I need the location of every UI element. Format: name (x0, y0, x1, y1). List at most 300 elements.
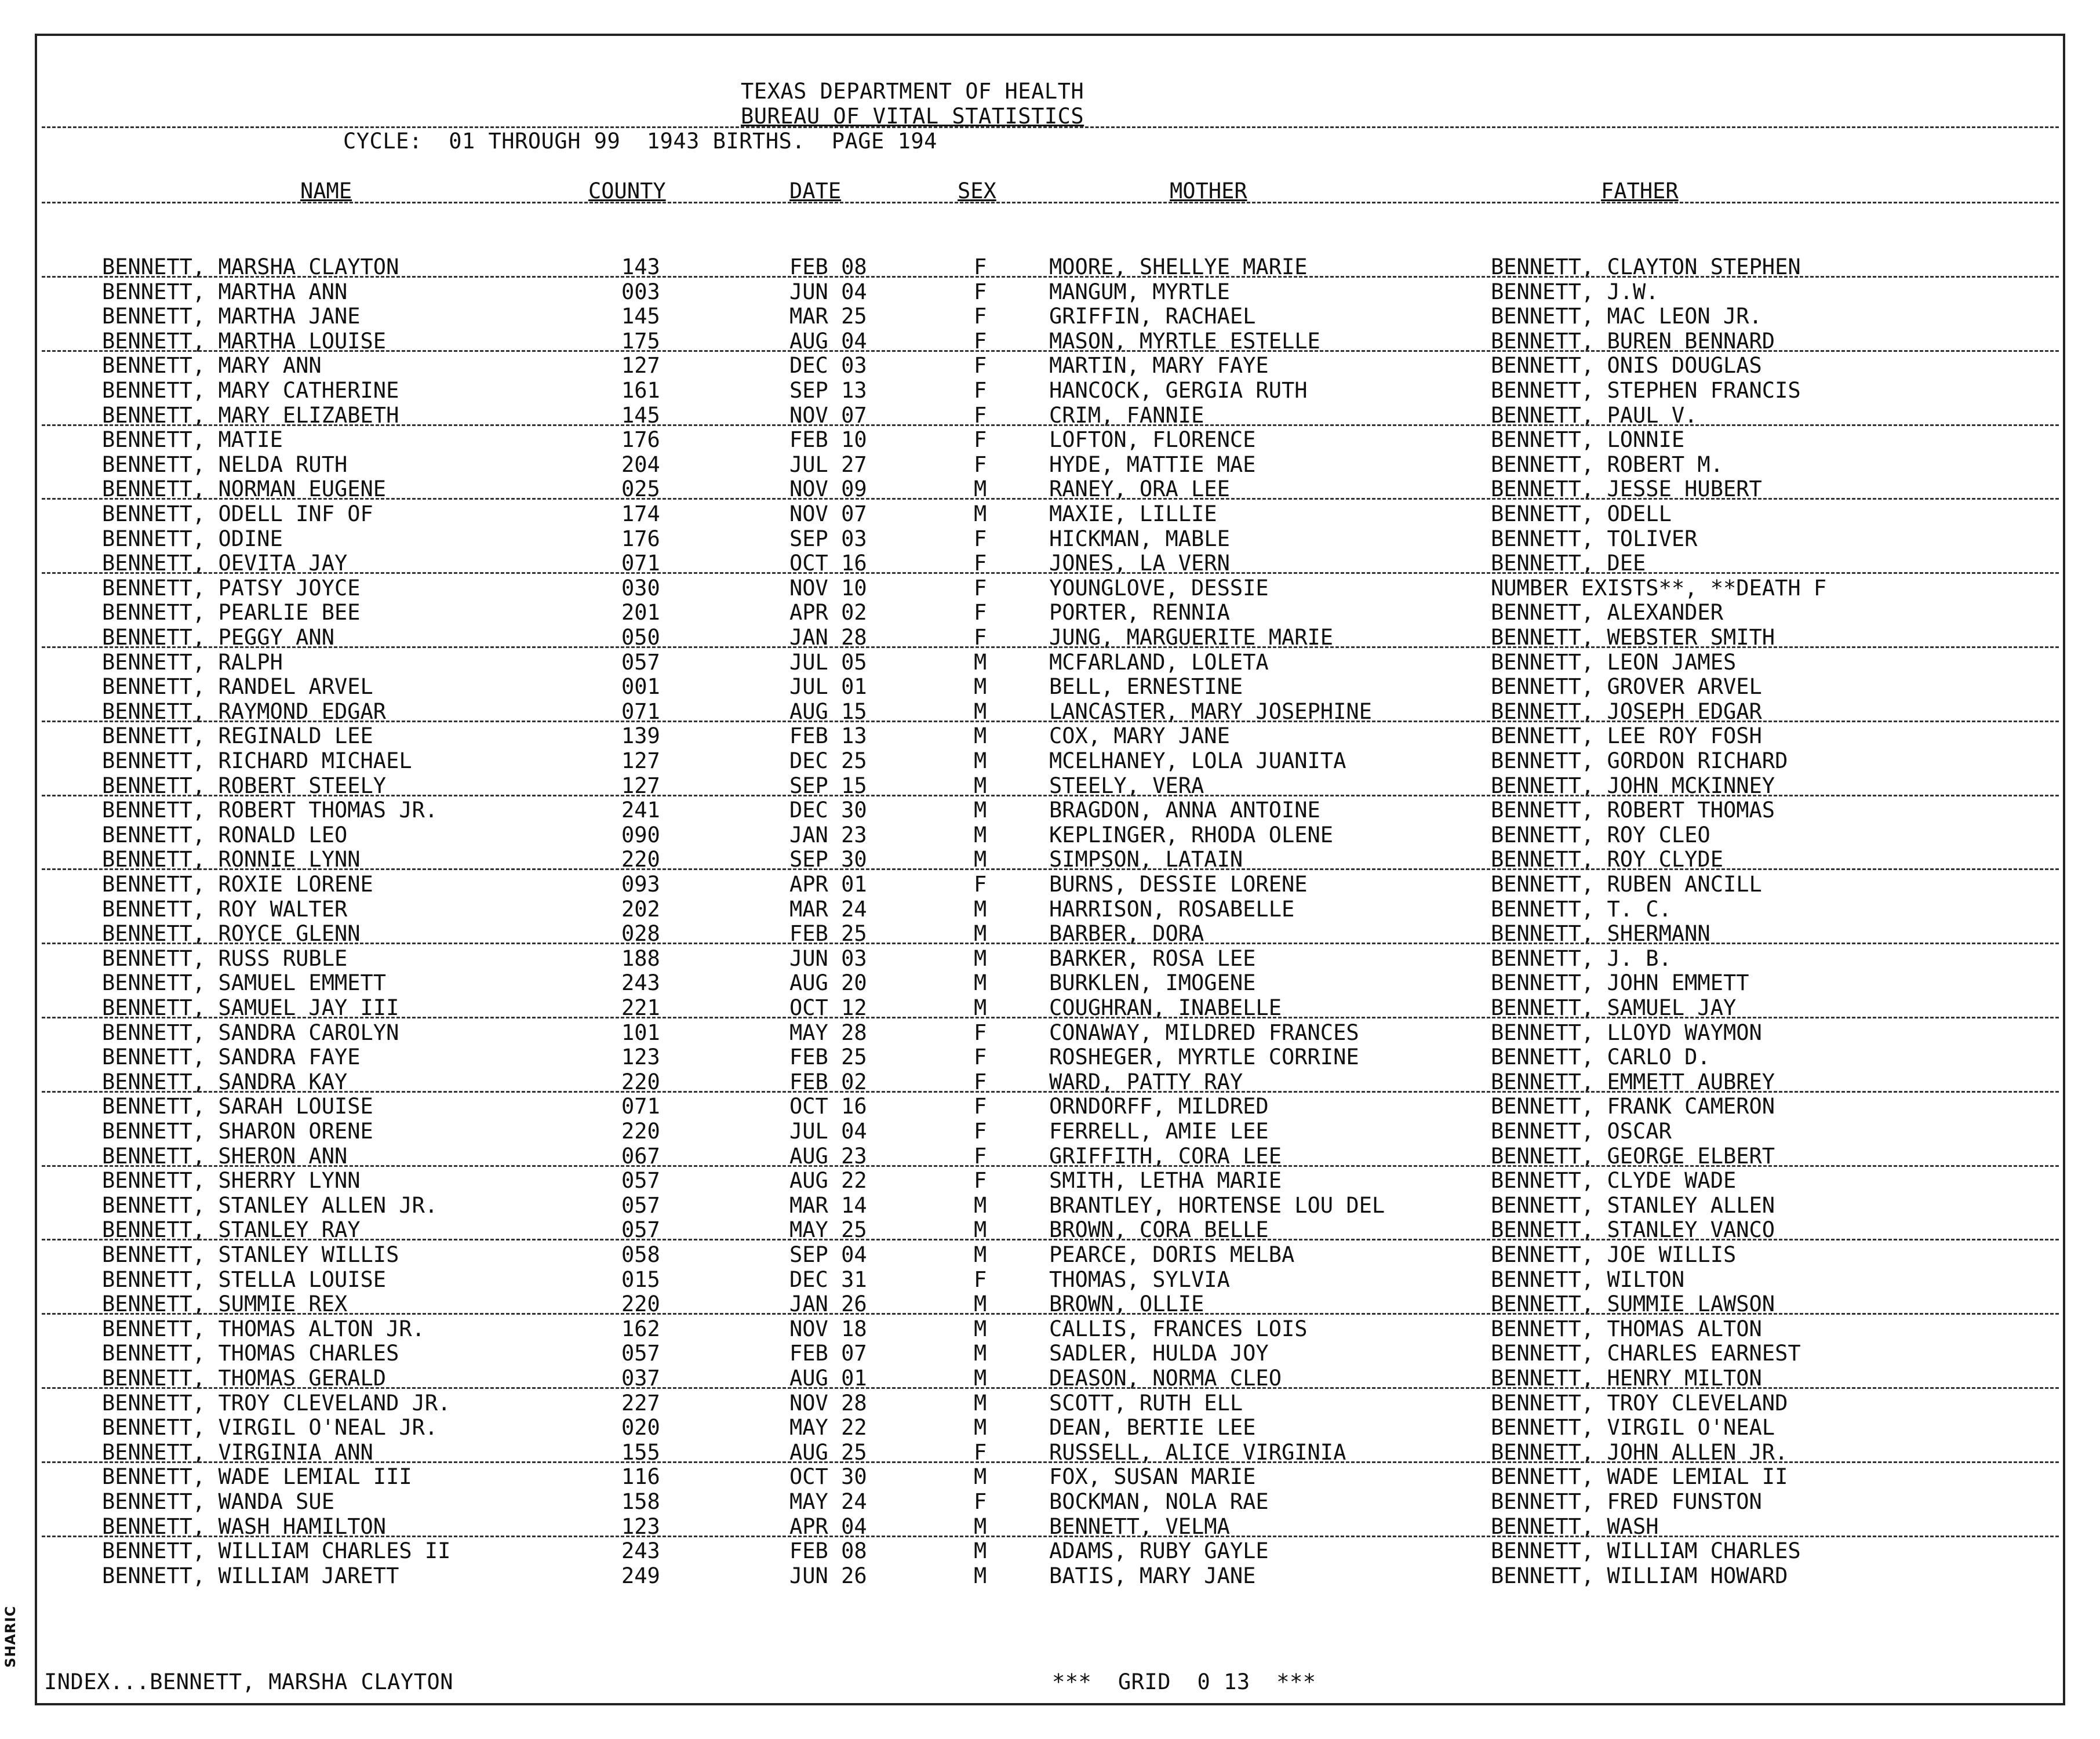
row-group-rule (42, 424, 2059, 426)
table-row (0, 1169, 2100, 1193)
cell-county: 155 (621, 1439, 660, 1465)
column-header-mother: MOTHER (1170, 179, 1247, 203)
cell-sex: F (974, 1045, 987, 1070)
cell-mother: HYDE, MATTIE MAE (1049, 452, 1256, 477)
cell-father: BENNETT, SAMUEL JAY (1491, 995, 1737, 1020)
row-group-rule (42, 1461, 2059, 1463)
cell-sex: F (974, 1020, 987, 1045)
cell-date: JAN 23 (789, 822, 867, 847)
row-group-rule (42, 1091, 2059, 1093)
cell-name: BENNETT, STANLEY ALLEN JR. (102, 1192, 438, 1218)
cell-county: 067 (621, 1143, 660, 1169)
footer-index: INDEX...BENNETT, MARSHA CLAYTON (44, 1669, 454, 1694)
cell-mother: GRIFFIN, RACHAEL (1049, 304, 1256, 329)
cell-name: BENNETT, THOMAS GERALD (102, 1366, 387, 1391)
table-row (0, 1045, 2100, 1069)
cell-father: BENNETT, WILLIAM CHARLES (1491, 1538, 1801, 1564)
cell-county: 145 (621, 304, 660, 329)
cell-mother: SIMPSON, LATAIN (1049, 847, 1243, 872)
cell-name: BENNETT, VIRGIL O'NEAL JR. (102, 1415, 438, 1440)
cell-name: BENNETT, RONNIE LYNN (102, 847, 361, 872)
cell-name: BENNETT, ROY WALTER (102, 896, 348, 922)
cell-sex: F (974, 378, 987, 403)
cell-name: BENNETT, PEGGY ANN (102, 625, 334, 650)
cell-father: BENNETT, LONNIE (1491, 427, 1685, 453)
cell-sex: M (974, 773, 987, 798)
cell-sex: F (974, 1143, 987, 1169)
cell-sex: M (974, 798, 987, 823)
cell-sex: F (974, 1119, 987, 1144)
table-row (0, 798, 2100, 823)
cell-sex: F (974, 452, 987, 477)
cell-name: BENNETT, MARTHA LOUISE (102, 328, 387, 354)
cell-county: 220 (621, 847, 660, 872)
cell-date: OCT 12 (789, 995, 867, 1020)
cell-date: MAY 22 (789, 1415, 867, 1440)
table-row (0, 1268, 2100, 1292)
cell-name: BENNETT, MATIE (102, 427, 283, 453)
cell-father: BENNETT, STANLEY VANCO (1491, 1217, 1775, 1243)
cell-sex: M (974, 476, 987, 502)
cycle-line: CYCLE: 01 THROUGH 99 1943 BIRTHS. PAGE 194 (343, 129, 937, 154)
table-row (0, 1021, 2100, 1045)
cell-sex: M (974, 1192, 987, 1218)
cell-mother: BOCKMAN, NOLA RAE (1049, 1489, 1269, 1514)
cell-sex: M (974, 1291, 987, 1317)
cell-father: BENNETT, THOMAS ALTON (1491, 1316, 1762, 1341)
cell-sex: F (974, 551, 987, 576)
cell-date: NOV 10 (789, 575, 867, 601)
cell-mother: YOUNGLOVE, DESSIE (1049, 575, 1269, 601)
cell-father: BENNETT, CHARLES EARNEST (1491, 1341, 1801, 1366)
cell-name: BENNETT, VIRGINIA ANN (102, 1439, 373, 1465)
table-row (0, 1119, 2100, 1144)
table-row (0, 453, 2100, 477)
table-row (0, 1243, 2100, 1267)
cell-mother: BENNETT, VELMA (1049, 1514, 1230, 1539)
row-group-rule (42, 721, 2059, 722)
cell-date: MAR 14 (789, 1192, 867, 1218)
cell-county: 202 (621, 896, 660, 922)
cell-mother: CONAWAY, MILDRED FRANCES (1049, 1020, 1359, 1045)
row-group-rule (42, 1165, 2059, 1167)
cell-date: FEB 25 (789, 1045, 867, 1070)
table-row (0, 650, 2100, 675)
cell-father: BENNETT, WEBSTER SMITH (1491, 625, 1775, 650)
cell-father: BENNETT, ONIS DOUGLAS (1491, 353, 1762, 379)
cell-father: BENNETT, WILLIAM HOWARD (1491, 1563, 1788, 1588)
cell-name: BENNETT, SHARON ORENE (102, 1119, 373, 1144)
table-row (0, 280, 2100, 304)
table-row (0, 1490, 2100, 1514)
cell-date: NOV 09 (789, 476, 867, 502)
cell-date: DEC 30 (789, 798, 867, 823)
table-row (0, 428, 2100, 452)
table-row (0, 1539, 2100, 1563)
cell-date: AUG 01 (789, 1366, 867, 1391)
table-row (0, 601, 2100, 625)
cell-father: BENNETT, JESSE HUBERT (1491, 476, 1762, 502)
cell-date: JUN 04 (789, 279, 867, 304)
cell-father: BENNETT, JOSEPH EDGAR (1491, 698, 1762, 724)
cell-sex: M (974, 995, 987, 1020)
cell-date: MAY 24 (789, 1489, 867, 1514)
cell-name: BENNETT, WASH HAMILTON (102, 1514, 387, 1539)
cell-sex: F (974, 1094, 987, 1119)
cell-father: BENNETT, SHERMANN (1491, 921, 1710, 947)
cell-date: MAY 25 (789, 1217, 867, 1243)
cell-sex: M (974, 1563, 987, 1588)
table-row (0, 354, 2100, 378)
cell-sex: F (974, 1267, 987, 1292)
cell-mother: SCOTT, RUTH ELL (1049, 1390, 1243, 1416)
cell-mother: SADLER, HULDA JOY (1049, 1341, 1269, 1366)
cell-mother: ROSHEGER, MYRTLE CORRINE (1049, 1045, 1359, 1070)
cell-mother: HICKMAN, MABLE (1049, 526, 1230, 551)
table-row (0, 1341, 2100, 1366)
cell-sex: M (974, 723, 987, 749)
cell-county: 093 (621, 872, 660, 897)
cell-father: BENNETT, TROY CLEVELAND (1491, 1390, 1788, 1416)
cell-date: OCT 30 (789, 1464, 867, 1490)
cell-name: BENNETT, WADE LEMIAL III (102, 1464, 412, 1490)
cell-date: JUN 26 (789, 1563, 867, 1588)
cell-date: APR 02 (789, 600, 867, 625)
cell-date: NOV 07 (789, 402, 867, 428)
row-group-rule (42, 1239, 2059, 1240)
cell-father: BENNETT, CLAYTON STEPHEN (1491, 254, 1801, 279)
cell-mother: GRIFFITH, CORA LEE (1049, 1143, 1282, 1169)
cell-mother: STEELY, VERA (1049, 773, 1204, 798)
cell-name: BENNETT, NELDA RUTH (102, 452, 348, 477)
cell-county: 143 (621, 254, 660, 279)
cell-name: BENNETT, ROXIE LORENE (102, 872, 373, 897)
table-row (0, 971, 2100, 995)
cell-date: JAN 26 (789, 1291, 867, 1317)
cell-mother: COUGHRAN, INABELLE (1049, 995, 1282, 1020)
cell-date: JUL 27 (789, 452, 867, 477)
cell-sex: M (974, 698, 987, 724)
cell-mother: MCELHANEY, LOLA JUANITA (1049, 748, 1346, 773)
column-header-county: COUNTY (588, 179, 666, 203)
cell-name: BENNETT, SANDRA KAY (102, 1069, 348, 1094)
cell-county: 015 (621, 1267, 660, 1292)
cell-county: 001 (621, 674, 660, 700)
cell-date: FEB 10 (789, 427, 867, 453)
cell-date: FEB 02 (789, 1069, 867, 1094)
cell-county: 123 (621, 1045, 660, 1070)
cell-sex: M (974, 1390, 987, 1416)
cell-mother: RUSSELL, ALICE VIRGINIA (1049, 1439, 1346, 1465)
cell-father: BENNETT, FRED FUNSTON (1491, 1489, 1762, 1514)
cell-father: BENNETT, LEE ROY FOSH (1491, 723, 1762, 749)
cell-county: 127 (621, 748, 660, 773)
cell-name: BENNETT, RAYMOND EDGAR (102, 698, 387, 724)
row-group-rule (42, 498, 2059, 500)
cell-date: NOV 18 (789, 1316, 867, 1341)
cell-county: 241 (621, 798, 660, 823)
cell-mother: PORTER, RENNIA (1049, 600, 1230, 625)
cell-father: NUMBER EXISTS**, **DEATH F (1491, 575, 1827, 601)
cell-date: FEB 07 (789, 1341, 867, 1366)
cell-father: BENNETT, JOHN MCKINNEY (1491, 773, 1775, 798)
table-row (0, 304, 2100, 329)
cell-date: AUG 15 (789, 698, 867, 724)
cell-date: FEB 08 (789, 1538, 867, 1564)
cell-date: AUG 04 (789, 328, 867, 354)
cell-name: BENNETT, SANDRA CAROLYN (102, 1020, 399, 1045)
cell-mother: BRANTLEY, HORTENSE LOU DEL (1049, 1192, 1385, 1218)
cell-name: BENNETT, STANLEY WILLIS (102, 1242, 399, 1267)
cell-sex: M (974, 945, 987, 971)
cell-father: BENNETT, PAUL V. (1491, 402, 1698, 428)
cell-name: BENNETT, RICHARD MICHAEL (102, 748, 412, 773)
cell-mother: ORNDORFF, MILDRED (1049, 1094, 1269, 1119)
cell-sex: F (974, 872, 987, 897)
cell-date: JAN 28 (789, 625, 867, 650)
cell-father: BENNETT, VIRGIL O'NEAL (1491, 1415, 1775, 1440)
cell-sex: F (974, 1168, 987, 1194)
cell-father: BENNETT, WASH (1491, 1514, 1659, 1539)
cell-county: 127 (621, 773, 660, 798)
cell-mother: THOMAS, SYLVIA (1049, 1267, 1230, 1292)
cell-father: BENNETT, ALEXANDER (1491, 600, 1723, 625)
cell-mother: WARD, PATTY RAY (1049, 1069, 1243, 1094)
cell-mother: CRIM, FANNIE (1049, 402, 1204, 428)
cell-name: BENNETT, SANDRA FAYE (102, 1045, 361, 1070)
table-row (0, 724, 2100, 748)
cell-father: BENNETT, DEE (1491, 551, 1646, 576)
cell-county: 057 (621, 649, 660, 675)
cell-county: 123 (621, 1514, 660, 1539)
cell-name: BENNETT, STANLEY RAY (102, 1217, 361, 1243)
cell-name: BENNETT, SHERON ANN (102, 1143, 348, 1169)
cell-county: 188 (621, 945, 660, 971)
cell-date: JUL 05 (789, 649, 867, 675)
cell-date: MAR 24 (789, 896, 867, 922)
cell-sex: M (974, 896, 987, 922)
cell-county: 030 (621, 575, 660, 601)
cell-name: BENNETT, MARY ANN (102, 353, 322, 379)
cell-father: BENNETT, SUMMIE LAWSON (1491, 1291, 1775, 1317)
cell-county: 201 (621, 600, 660, 625)
cell-name: BENNETT, ROBERT THOMAS JR. (102, 798, 438, 823)
cell-county: 090 (621, 822, 660, 847)
cell-mother: SMITH, LETHA MARIE (1049, 1168, 1282, 1194)
cell-mother: HANCOCK, GERGIA RUTH (1049, 378, 1308, 403)
cell-sex: M (974, 748, 987, 773)
cell-mother: BRAGDON, ANNA ANTOINE (1049, 798, 1320, 823)
cell-father: BENNETT, STANLEY ALLEN (1491, 1192, 1775, 1218)
column-header-father: FATHER (1601, 179, 1679, 203)
table-row (0, 1094, 2100, 1119)
cell-county: 221 (621, 995, 660, 1020)
cell-father: BENNETT, RUBEN ANCILL (1491, 872, 1762, 897)
cell-mother: FOX, SUSAN MARIE (1049, 1464, 1256, 1490)
cell-county: 249 (621, 1563, 660, 1588)
cell-sex: F (974, 254, 987, 279)
cell-name: BENNETT, MARTHA ANN (102, 279, 348, 304)
cell-mother: ADAMS, RUBY GAYLE (1049, 1538, 1269, 1564)
cell-sex: F (974, 526, 987, 551)
cell-sex: M (974, 847, 987, 872)
cell-mother: BATIS, MARY JANE (1049, 1563, 1256, 1588)
cell-date: NOV 07 (789, 501, 867, 526)
cell-mother: BELL, ERNESTINE (1049, 674, 1243, 700)
cell-name: BENNETT, THOMAS CHARLES (102, 1341, 399, 1366)
cell-name: BENNETT, MARY ELIZABETH (102, 402, 399, 428)
cell-sex: M (974, 1538, 987, 1564)
cell-father: BENNETT, J. B. (1491, 945, 1672, 971)
cell-name: BENNETT, RALPH (102, 649, 283, 675)
cell-father: BENNETT, LEON JAMES (1491, 649, 1737, 675)
cell-county: 020 (621, 1415, 660, 1440)
cell-date: JUL 01 (789, 674, 867, 700)
cell-father: BENNETT, FRANK CAMERON (1491, 1094, 1775, 1119)
cell-date: APR 04 (789, 1514, 867, 1539)
cell-sex: M (974, 822, 987, 847)
cell-father: BENNETT, T. C. (1491, 896, 1672, 922)
cell-mother: MANGUM, MYRTLE (1049, 279, 1230, 304)
table-row (0, 1194, 2100, 1218)
cell-name: BENNETT, SAMUEL JAY III (102, 995, 399, 1020)
cell-mother: LANCASTER, MARY JOSEPHINE (1049, 698, 1372, 724)
cell-county: 025 (621, 476, 660, 502)
cell-name: BENNETT, PATSY JOYCE (102, 575, 361, 601)
cell-date: NOV 28 (789, 1390, 867, 1416)
side-mark: SHARIC (2, 1606, 19, 1668)
cell-county: 037 (621, 1366, 660, 1391)
cell-date: DEC 31 (789, 1267, 867, 1292)
table-row (0, 1416, 2100, 1440)
cell-father: BENNETT, WILTON (1491, 1267, 1685, 1292)
column-header-name: NAME (300, 179, 352, 203)
cell-name: BENNETT, RONALD LEO (102, 822, 348, 847)
cell-county: 158 (621, 1489, 660, 1514)
cell-mother: COX, MARY JANE (1049, 723, 1230, 749)
cell-sex: F (974, 625, 987, 650)
cell-mother: HARRISON, ROSABELLE (1049, 896, 1295, 922)
cell-name: BENNETT, WANDA SUE (102, 1489, 334, 1514)
cell-county: 220 (621, 1069, 660, 1094)
cell-name: BENNETT, THOMAS ALTON JR. (102, 1316, 425, 1341)
table-row (0, 527, 2100, 551)
cell-sex: M (974, 1464, 987, 1490)
cell-mother: JUNG, MARGUERITE MARIE (1049, 625, 1334, 650)
row-group-rule (42, 943, 2059, 944)
cell-date: FEB 08 (789, 254, 867, 279)
cell-name: BENNETT, MARY CATHERINE (102, 378, 399, 403)
cell-sex: M (974, 674, 987, 700)
cell-county: 057 (621, 1192, 660, 1218)
cell-sex: F (974, 600, 987, 625)
cell-sex: F (974, 575, 987, 601)
row-group-rule (42, 646, 2059, 648)
column-header-sex: SEX (958, 179, 996, 203)
cell-sex: M (974, 1316, 987, 1341)
cell-sex: F (974, 427, 987, 453)
cell-name: BENNETT, ODINE (102, 526, 283, 551)
footer-grid: *** GRID 0 13 *** (1052, 1669, 1316, 1694)
cell-sex: F (974, 1069, 987, 1094)
cell-mother: BURNS, DESSIE LORENE (1049, 872, 1308, 897)
cell-date: JUL 04 (789, 1119, 867, 1144)
cell-county: 243 (621, 1538, 660, 1564)
cell-name: BENNETT, WILLIAM JARETT (102, 1563, 399, 1588)
table-row (0, 1317, 2100, 1341)
cell-date: MAY 28 (789, 1020, 867, 1045)
cell-date: AUG 20 (789, 970, 867, 996)
cell-name: BENNETT, TROY CLEVELAND JR. (102, 1390, 451, 1416)
cell-sex: M (974, 1242, 987, 1267)
cell-sex: F (974, 353, 987, 379)
cell-county: 175 (621, 328, 660, 354)
cell-sex: M (974, 649, 987, 675)
table-row (0, 1564, 2100, 1588)
cell-date: JUN 03 (789, 945, 867, 971)
cell-mother: PEARCE, DORIS MELBA (1049, 1242, 1295, 1267)
table-row (0, 576, 2100, 601)
cell-father: BENNETT, CLYDE WADE (1491, 1168, 1737, 1194)
cell-father: BENNETT, JOHN ALLEN JR. (1491, 1439, 1788, 1465)
row-group-rule (42, 1536, 2059, 1537)
cell-name: BENNETT, SARAH LOUISE (102, 1094, 373, 1119)
cell-mother: MOORE, SHELLYE MARIE (1049, 254, 1308, 279)
cell-name: BENNETT, OEVITA JAY (102, 551, 348, 576)
column-header-date: DATE (789, 179, 842, 203)
cell-county: 139 (621, 723, 660, 749)
cell-mother: LOFTON, FLORENCE (1049, 427, 1256, 453)
cell-mother: CALLIS, FRANCES LOIS (1049, 1316, 1308, 1341)
cell-sex: F (974, 279, 987, 304)
cell-name: BENNETT, ROBERT STEELY (102, 773, 387, 798)
cell-date: AUG 22 (789, 1168, 867, 1194)
cell-mother: DEASON, NORMA CLEO (1049, 1366, 1282, 1391)
cell-sex: F (974, 1489, 987, 1514)
cell-county: 174 (621, 501, 660, 526)
cell-father: BENNETT, STEPHEN FRANCIS (1491, 378, 1801, 403)
cell-name: BENNETT, NORMAN EUGENE (102, 476, 387, 502)
cell-sex: F (974, 402, 987, 428)
cell-father: BENNETT, J.W. (1491, 279, 1659, 304)
cell-name: BENNETT, RANDEL ARVEL (102, 674, 373, 700)
cell-county: 227 (621, 1390, 660, 1416)
row-group-rule (42, 572, 2059, 574)
table-row (0, 823, 2100, 847)
cell-name: BENNETT, PEARLIE BEE (102, 600, 361, 625)
cell-county: 161 (621, 378, 660, 403)
header-rule-bottom (42, 202, 2059, 203)
cell-county: 058 (621, 1242, 660, 1267)
cell-date: MAR 25 (789, 304, 867, 329)
table-row (0, 947, 2100, 971)
row-group-rule (42, 868, 2059, 870)
cell-name: BENNETT, WILLIAM CHARLES II (102, 1538, 451, 1564)
cell-date: APR 01 (789, 872, 867, 897)
cell-father: BENNETT, OSCAR (1491, 1119, 1672, 1144)
cell-father: BENNETT, JOE WILLIS (1491, 1242, 1737, 1267)
cell-father: BENNETT, GORDON RICHARD (1491, 748, 1788, 773)
cell-father: BENNETT, GROVER ARVEL (1491, 674, 1762, 700)
cell-date: SEP 30 (789, 847, 867, 872)
cell-county: 220 (621, 1291, 660, 1317)
cell-sex: M (974, 921, 987, 947)
cell-mother: BARBER, DORA (1049, 921, 1204, 947)
cell-mother: FERRELL, AMIE LEE (1049, 1119, 1269, 1144)
cell-sex: M (974, 970, 987, 996)
table-row (0, 1391, 2100, 1416)
cell-county: 145 (621, 402, 660, 428)
